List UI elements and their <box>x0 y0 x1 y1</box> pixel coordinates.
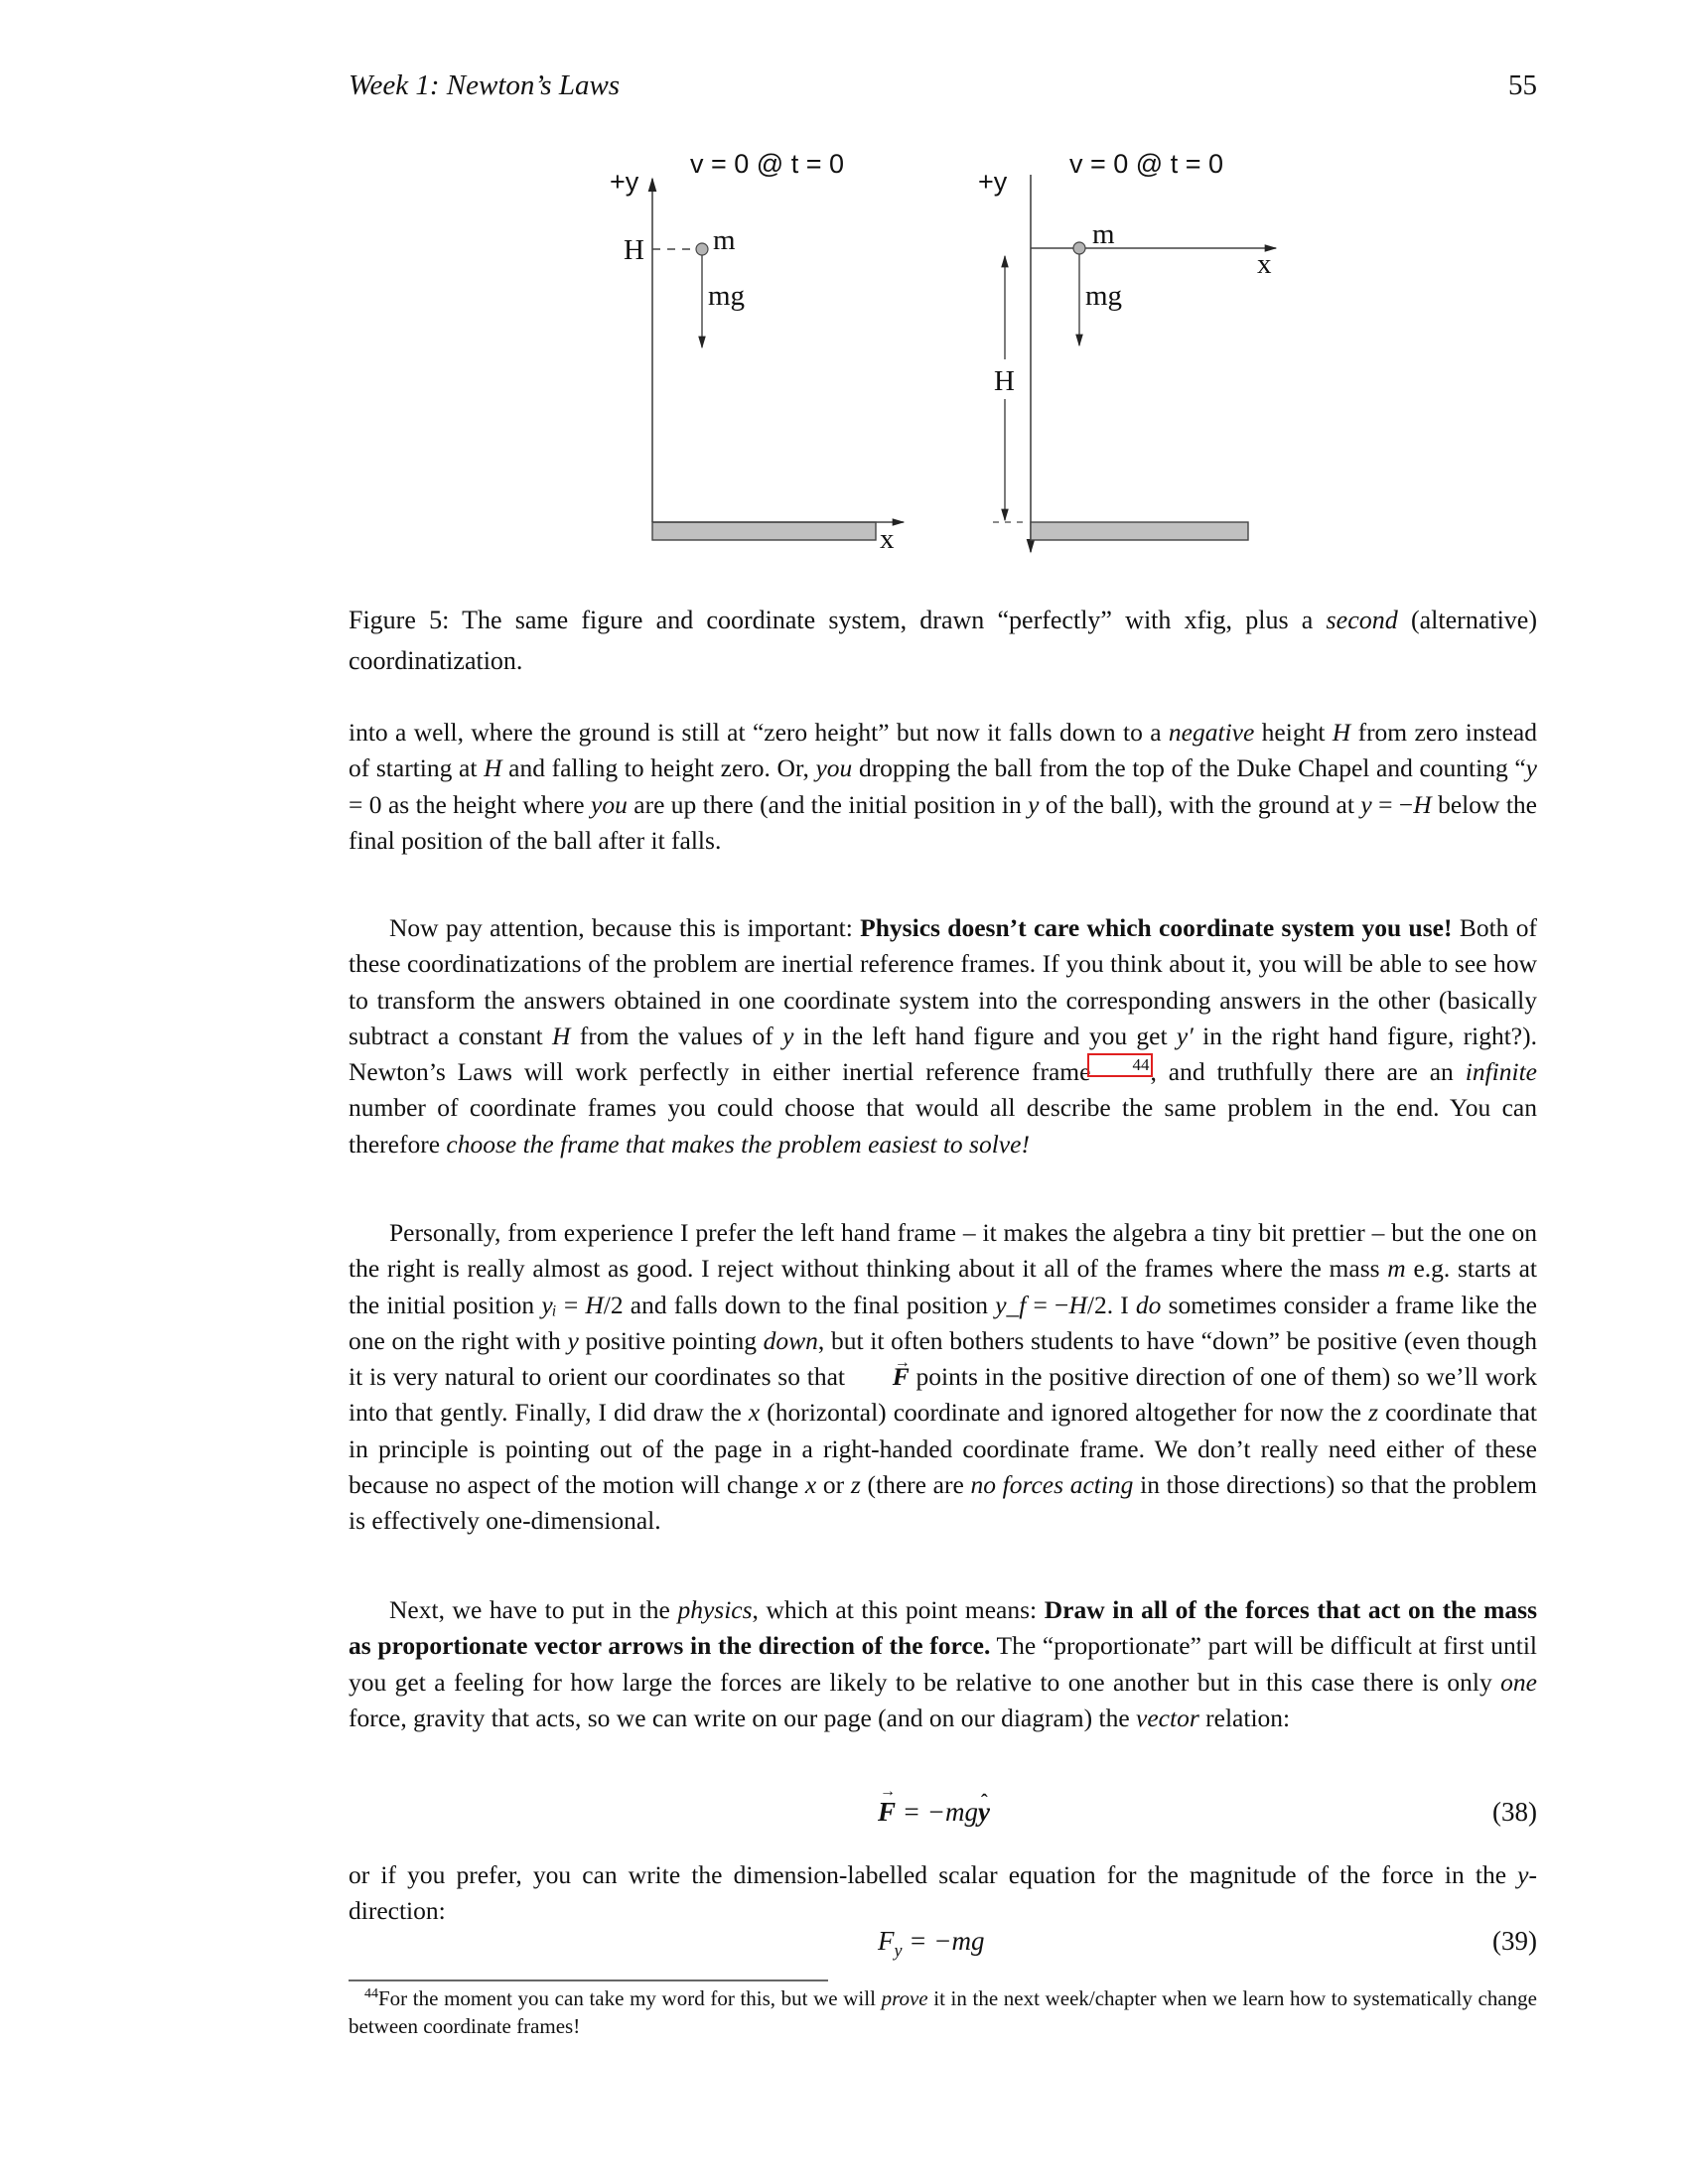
text: The “proportionate” part will be difficult at first until you get a feeling for how large the forces are likely to be relative to one another but in this case there is only <box>349 1631 1537 1697</box>
bold-statement: Physics doesn’t care which coordinate system you use! <box>860 913 1453 942</box>
equation-number: (39) <box>1492 1926 1537 1956</box>
footnote-marker: 44 <box>364 1986 378 2001</box>
text: are up there (and the initial position in <box>627 789 1029 819</box>
text: in those directions) so that the problem is effectively one-dimensional. <box>349 1470 1537 1536</box>
math-var: y_f <box>995 1290 1027 1319</box>
figure-caption <box>349 600 1537 681</box>
equation-body <box>878 1926 984 1961</box>
math-var: x <box>748 1398 761 1428</box>
text: e.g. starts at the initial position <box>349 1254 1537 1319</box>
force-vector: → F <box>878 1797 896 1828</box>
text: = − <box>1371 789 1414 819</box>
math-var: y <box>1525 753 1537 783</box>
equation-rhs: = −mg <box>896 1797 978 1827</box>
paragraph-4 <box>349 1592 1537 1736</box>
left-x-axis-label: x <box>880 523 895 555</box>
text: Next, we have to put in the <box>389 1595 678 1624</box>
running-title: Week 1: Newton’s Laws <box>349 69 621 101</box>
emphasis: vector <box>1136 1703 1199 1732</box>
emphasis: infinite <box>1465 1057 1537 1087</box>
left-ground <box>652 522 876 540</box>
math-var: y <box>567 1325 579 1355</box>
text: of the ball), with the ground at <box>1039 789 1361 819</box>
text: positive pointing <box>578 1325 764 1355</box>
right-ball <box>1073 242 1085 254</box>
text: into a well, where the ground is still at “zero height” but now it falls down to a <box>349 718 1169 747</box>
equation-38 <box>349 1797 1537 1837</box>
math-var: yᵢ <box>541 1290 557 1319</box>
text: it in the next week/chapter when we learn how to systematically change between coordinate frames! <box>349 1986 1537 2038</box>
text: coordinate that in principle is pointing out of the page in a right-handed coordinate frame. We don’t really need either of these because no aspect of the motion will change <box>349 1398 1538 1500</box>
math-var: H <box>1332 718 1351 747</box>
equation-subscript: y <box>894 1940 903 1961</box>
text: -direction: <box>349 1860 1537 1926</box>
text: and falling to height zero. Or, <box>501 753 816 783</box>
math-var: H <box>484 753 502 783</box>
text: = − <box>1026 1290 1069 1319</box>
text: Now pay attention, because this is important: <box>389 913 861 942</box>
left-height-label: H <box>624 234 644 266</box>
emphasis: you <box>591 789 628 819</box>
unit-vector-y: ˆ y <box>978 1797 990 1828</box>
text: force, gravity that acts, so we can write on our page (and on our diagram) the <box>349 1703 1137 1732</box>
math-var: z <box>1368 1398 1379 1428</box>
text: /2. I <box>1086 1290 1136 1319</box>
text: or <box>816 1470 851 1500</box>
math-var: y <box>1028 789 1040 819</box>
emphasis: do <box>1135 1290 1162 1319</box>
emphasis: no forces acting <box>970 1470 1134 1500</box>
text: dropping the ball from the top of the Duke Chapel and counting “ <box>852 753 1526 783</box>
math-var: y′ <box>1176 1021 1194 1050</box>
text: (horizontal) coordinate and ignored altogether for now the <box>760 1398 1369 1428</box>
equation-39 <box>349 1926 1537 1966</box>
emphasis: prove <box>881 1986 928 2010</box>
text: or if you prefer, you can write the dimension-labelled scalar equation for the magnitude of the force in the <box>349 1860 1518 1889</box>
text: = <box>556 1290 586 1319</box>
equation-rhs: = −mg <box>902 1926 985 1956</box>
text: Both of these coordinatizations of the problem are inertial reference frames. If you think about it, you will be able to see how to transform the answers obtained in one coordinate system into the corresponding answers in the other (basically subtract a constant <box>349 913 1538 1050</box>
caption-emphasis: second <box>1326 606 1398 634</box>
text: points in the positive direction of one of them) so we’ll work into that gently. Finally, I did draw the <box>349 1362 1538 1428</box>
emphasis: negative <box>1168 718 1255 747</box>
left-initial-condition: v = 0 @ t = 0 <box>690 149 844 179</box>
right-y-axis-label: +y <box>978 167 1008 197</box>
paragraph-1 <box>349 715 1537 859</box>
math-var: H <box>585 1290 604 1319</box>
math-var: H <box>1068 1290 1087 1319</box>
footnote-link-44[interactable]: 44 <box>1090 1056 1150 1074</box>
text: from the values of <box>570 1021 783 1050</box>
left-force-label: mg <box>708 280 746 312</box>
text: For the moment you can take my word for this, but we will <box>378 1986 882 2010</box>
math-var: z <box>850 1470 861 1500</box>
emphasis: down <box>763 1325 818 1355</box>
text: relation: <box>1198 1703 1291 1732</box>
text: below the final position of the ball after it falls. <box>349 789 1537 855</box>
force-vector: → F <box>852 1359 910 1395</box>
footnote-44 <box>349 1980 1537 2040</box>
text: , which at this point means: <box>752 1595 1045 1624</box>
caption-text: Figure 5: The same figure and coordinate system, drawn “perfectly” with xfig, plus a <box>349 606 1327 634</box>
coordinate-diagrams <box>556 129 1350 566</box>
text: from zero instead of starting at <box>349 718 1537 783</box>
equation-number: (38) <box>1492 1797 1537 1827</box>
equation-body <box>878 1797 990 1828</box>
right-ground <box>1031 522 1248 540</box>
math-var: y <box>1360 789 1372 819</box>
page-header <box>349 69 1537 109</box>
right-mass-label: m <box>1092 218 1115 250</box>
emphasis: physics <box>677 1595 753 1624</box>
math-var: H <box>1413 789 1432 819</box>
text: in the left hand figure and you get <box>793 1021 1177 1050</box>
math-var: y <box>782 1021 794 1050</box>
bold-statement: Draw in all of the forces that act on the mass as proportionate vector arrows in the direction of the force. <box>349 1595 1537 1661</box>
right-height-label: H <box>994 365 1015 397</box>
right-initial-condition: v = 0 @ t = 0 <box>1069 149 1223 179</box>
text: height <box>1254 718 1333 747</box>
figure-5 <box>556 129 1350 566</box>
paragraph-2 <box>349 910 1537 1162</box>
page-number: 55 <box>1508 69 1537 101</box>
text: sometimes consider a frame like the one on the right with <box>349 1290 1537 1355</box>
emphasis: choose the frame that makes the problem easiest to solve! <box>446 1129 1030 1159</box>
paragraph-3 <box>349 1215 1537 1540</box>
math-var: y <box>1517 1860 1529 1889</box>
right-force-label: mg <box>1085 280 1123 312</box>
emphasis: you <box>815 753 853 783</box>
left-panel <box>610 149 904 555</box>
text: , and truthfully there are an <box>1150 1057 1466 1087</box>
text: = 0 as the height where <box>349 789 592 819</box>
math-var: x <box>804 1470 817 1500</box>
left-ball <box>696 243 708 255</box>
text: in the right hand figure, right?). Newton’s Laws will work perfectly in either inertial reference frame <box>349 1021 1537 1087</box>
text: Personally, from experience I prefer the left hand frame – it makes the algebra a tiny bit prettier – but the one on the right is really almost as good. I reject without thinking about it all of the frames where the mass <box>349 1218 1537 1284</box>
text: (there are <box>860 1470 971 1500</box>
text: number of coordinate frames you could choose that would all describe the same problem in the end. You can therefore <box>349 1093 1537 1159</box>
math-var: m <box>1387 1254 1406 1284</box>
right-x-axis-label: x <box>1257 248 1272 280</box>
paragraph-5 <box>349 1857 1537 1930</box>
equation-lhs: F <box>878 1926 895 1956</box>
left-mass-label: m <box>713 224 736 256</box>
math-var: H <box>551 1021 571 1050</box>
text: , but it often bothers students to have “down” be positive (even though it is very natural to orient our coordinates so that <box>349 1325 1538 1392</box>
caption-text-end: (alternative) coordinatization. <box>349 606 1537 675</box>
emphasis: one <box>1500 1667 1537 1697</box>
text: /2 and falls down to the final position <box>603 1290 996 1319</box>
right-panel <box>978 149 1276 552</box>
left-y-axis-label: +y <box>610 167 639 197</box>
